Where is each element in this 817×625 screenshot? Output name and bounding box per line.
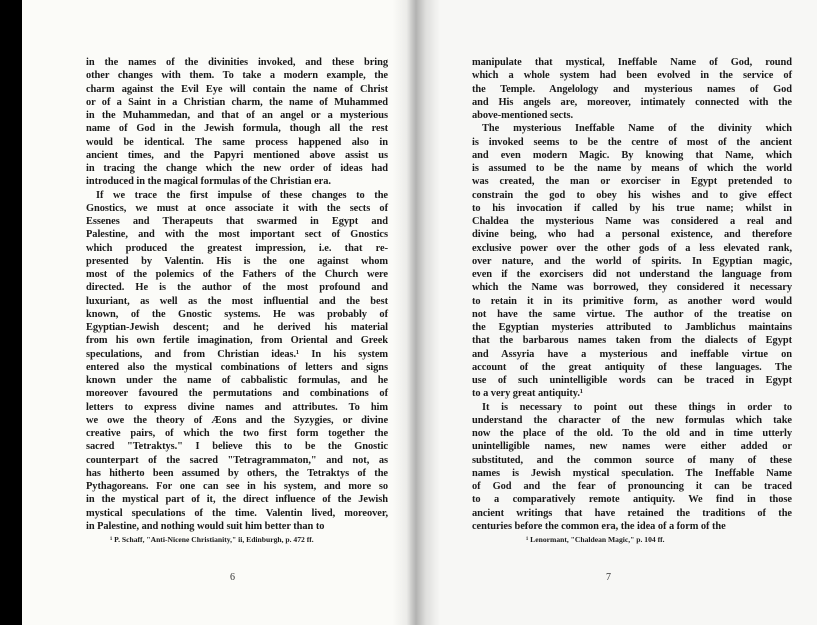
text-line: The mysterious Ineffable Name of the divinity which: [482, 123, 792, 135]
text-line: exclusive power over the other gods of a less elevated rank,: [472, 242, 792, 254]
text-line: divine being, who had a personal existence, and therefore: [472, 229, 792, 241]
text-line: known under the name of cabbalistic formulas, and he: [86, 375, 388, 386]
text-line: is assumed to be the name by means of which the world: [472, 163, 792, 174]
text-line: the Egyptian mysteries attributed to Jamblichus maintains: [472, 322, 792, 333]
text-line: use of such unintelligible words can be traced in Egypt: [472, 375, 792, 386]
text-line: Palestine, and with the most important sect of Gnostics: [86, 229, 388, 241]
text-line: we owe the theory of Æons and the Syzygies, or divine: [86, 414, 388, 426]
text-line: above-mentioned sects.: [472, 110, 574, 121]
left-page: [22, 0, 410, 625]
text-line: the Temple. Angelology and mysterious names of God: [472, 83, 792, 95]
text-line: luxuriant, as well as the most influential and the best: [86, 295, 388, 307]
text-line: name of God in the Jewish formula, though all the rest: [86, 123, 388, 135]
text-line: presented by Valentin. His is the one against whom: [86, 255, 388, 267]
text-line: letters to express divine names and attributes. To him: [86, 401, 388, 413]
text-line: in tracing the change which the new order of ideas had: [86, 163, 388, 174]
text-line: in Palestine, and nothing would suit him better than to: [86, 520, 325, 532]
text-line: introduced in the magical formulas of the Christian era.: [86, 176, 331, 188]
text-line: constrain the god to obey his wishes and to give effect: [472, 189, 792, 201]
text-line: other changes with them. To take a modern example, the: [86, 70, 388, 82]
text-line: to a comparatively remote antiquity. We find in those: [472, 494, 792, 506]
text-line: most of the polemics of the Fathers of the Church were: [86, 269, 388, 280]
text-line: now the place of the old. To the old and in time utterly: [472, 428, 792, 439]
text-line: Egyptian-Jewish descent; and he derived his material: [86, 322, 388, 333]
scan-edge-shadow: [0, 0, 22, 625]
text-line: and even modern Magic. By knowing that Name, which: [472, 149, 792, 161]
text-line: centuries before the common era, the idea of a form of the: [472, 520, 726, 532]
text-line: Pythagoreans. For one can see in his system, and more so: [86, 481, 388, 492]
text-line: in the Muhammedan, and that of an angel or a mysterious: [86, 110, 388, 121]
text-line: in the mystical part of it, the direct influence of the Jewish: [86, 494, 388, 506]
text-line: Chaldea the mysterious Name was considered a real and: [472, 216, 792, 227]
text-line: or of a Saint in a Christian charm, the name of Muhammed: [86, 96, 388, 108]
text-line: to his invocation if called by his true name; whilst in: [472, 202, 792, 214]
text-line: mystical speculations of the time. Valentin lived, moreover,: [86, 507, 388, 519]
text-line: If we trace the first impulse of these changes to the: [96, 189, 388, 201]
text-line: which produced the greatest impression, i.e. that re-: [86, 242, 388, 254]
text-line: charm against the Evil Eye will contain the name of Christ: [86, 83, 388, 95]
right-page: [410, 0, 817, 625]
text-line: of God and the fear of pronouncing it can be traced: [472, 481, 792, 492]
text-line: not have the same virtue. The author of the treatise on: [472, 308, 792, 320]
text-line: entered also the mystical combinations of letters and signs: [86, 361, 388, 373]
text-line: creative pairs, of which the two first form together the: [86, 428, 388, 439]
text-line: Essenes and Therapeuts that swarmed in Egypt and: [86, 216, 388, 227]
text-line: to a very great antiquity.¹: [472, 388, 583, 400]
text-line: is invoked seems to be the centre of most of the ancient: [472, 136, 792, 148]
text-line: counterpart of the sacred "Tetragrammaton," and not, as: [86, 454, 388, 466]
text-line: which a whole system had been evolved in the service of: [472, 70, 792, 82]
text-line: It is necessary to point out these things in order to: [482, 401, 792, 413]
text-line: from his own fertile imagination, from Oriental and Greek: [86, 335, 388, 347]
text-line: unintelligible names, new names were either added or: [472, 441, 792, 453]
right-page-footnote: ¹ Lenormant, "Chaldean Magic," p. 104 ff.: [526, 535, 665, 544]
text-line: in the names of the divinities invoked, and these bring: [86, 57, 388, 68]
text-line: to retain it in its primitive form, as another word would: [472, 295, 792, 307]
text-line: sacred "Tetraktys." I believe this to be the Gnostic: [86, 441, 388, 453]
text-line: ancient times, and the Papyri mentioned above assist us: [86, 149, 388, 161]
text-line: manipulate that mystical, Ineffable Name of God, round: [472, 57, 792, 68]
text-line: even if the exorcisers did not understand the language from: [472, 269, 792, 280]
text-line: names is Jewish mystical speculation. The Ineffable Name: [472, 467, 792, 479]
right-page-body: [472, 56, 792, 533]
book-gutter: [392, 0, 440, 625]
text-line: directed. He is the author of the most profound and: [86, 282, 388, 294]
text-line: that the barbarous names taken from the dialects of Egypt: [472, 335, 792, 347]
text-line: and His angels are, moreover, intimately connected with the: [472, 96, 792, 108]
text-line: Gnostics, we must at once associate it with the sects of: [86, 202, 388, 214]
text-line: known, of the Gnostic systems. He was probably of: [86, 308, 388, 320]
text-line: and Assyria have a mysterious and ineffable virtue on: [472, 348, 792, 360]
left-page-number: 6: [230, 572, 235, 583]
text-line: which the Name was borrowed, they considered it necessary: [472, 282, 792, 294]
text-line: would be identical. The same process happened also in: [86, 136, 388, 148]
left-page-body: [86, 56, 388, 533]
text-line: moreover favoured the permutations and combinations of: [86, 388, 388, 400]
text-line: substituted, and the common source of many of these: [472, 454, 792, 466]
text-line: understand the character of the new formulas which take: [472, 414, 792, 426]
text-line: account of the great antiquity of these languages. The: [472, 361, 792, 373]
text-line: has hitherto been assumed by others, the Tetraktys of the: [86, 467, 388, 479]
text-line: over nature, and the world of spirits. In Egyptian magic,: [472, 255, 792, 267]
left-page-footnote: ¹ P. Schaff, "Anti-Nicene Christianity," ii, Edinburgh, p. 472 ff.: [110, 535, 314, 544]
text-line: ancient writings that have retained the traditions of the: [472, 507, 792, 519]
right-page-number: 7: [606, 572, 611, 583]
text-line: speculations, and from Christian ideas.¹ In his system: [86, 348, 388, 360]
text-line: was created, the man or exorciser in Egypt pretended to: [472, 176, 792, 188]
